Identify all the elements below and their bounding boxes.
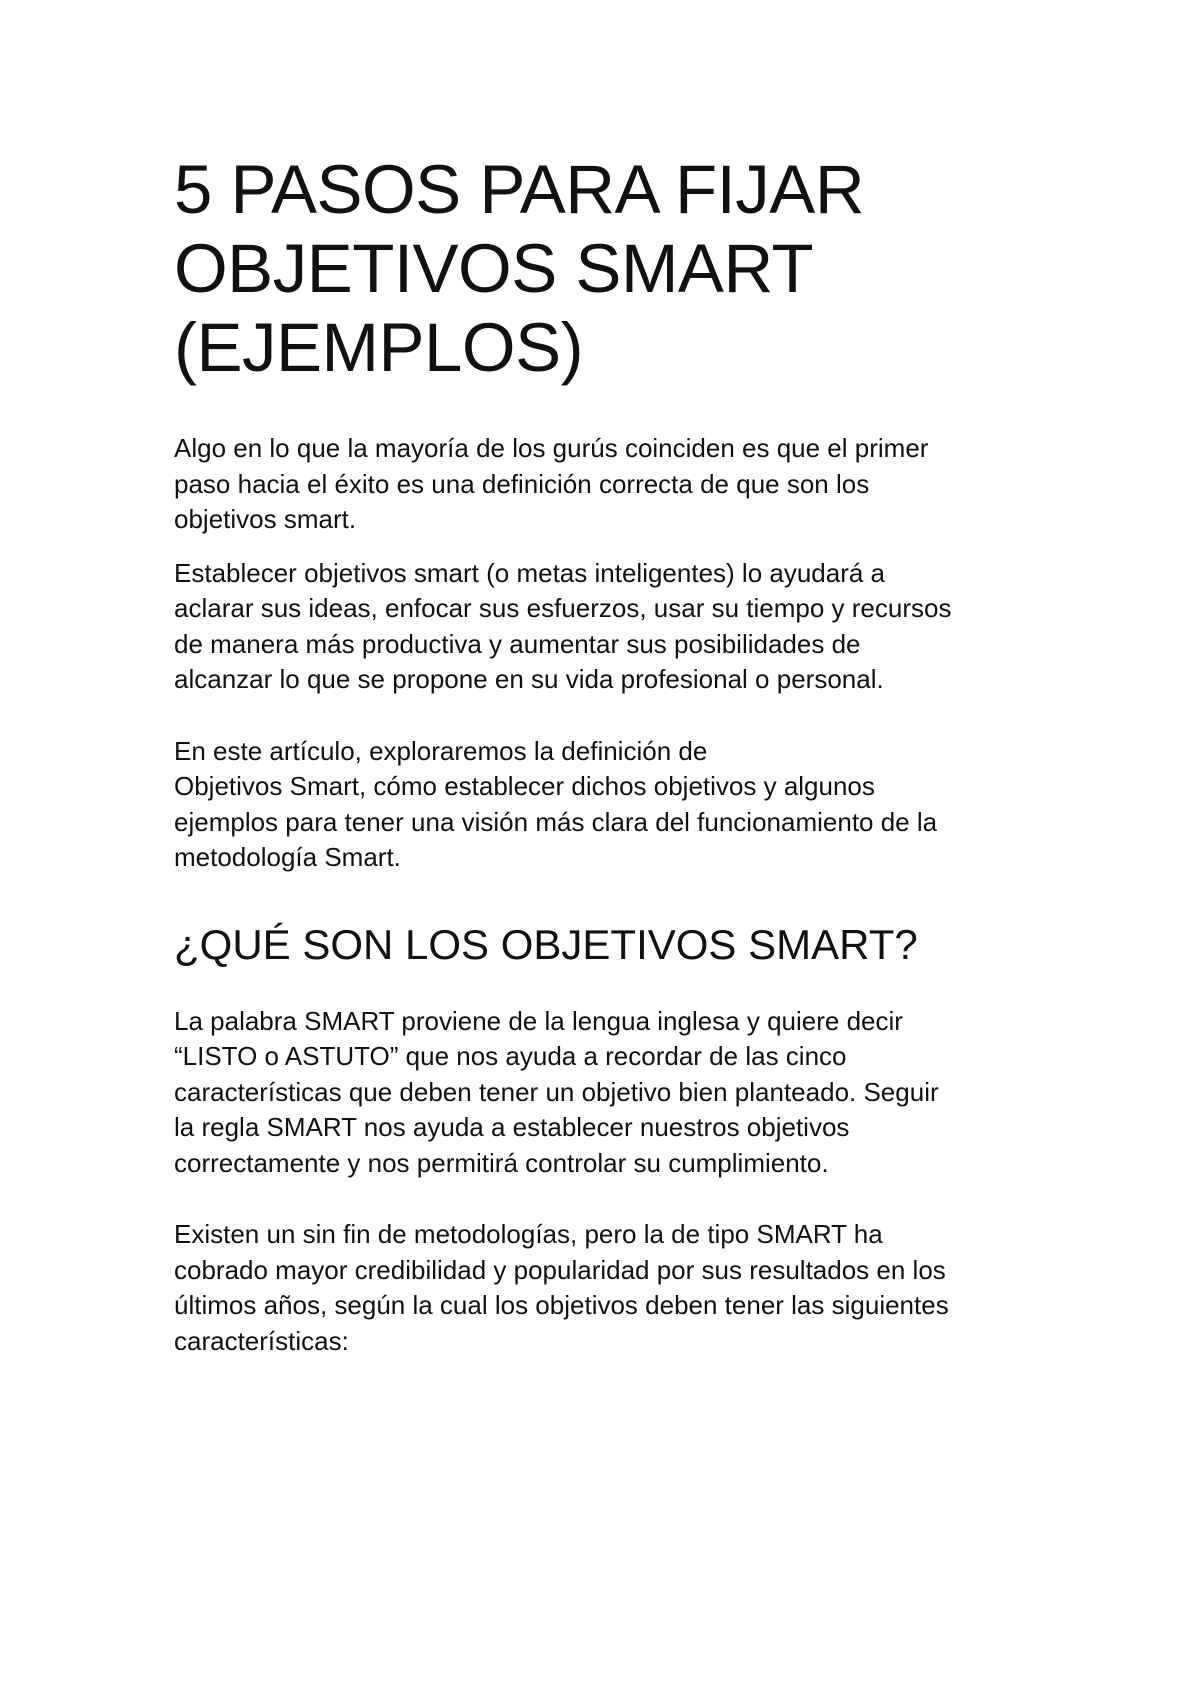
section-paragraph-2: Existen un sin fin de metodologías, pero la de tipo SMART ha cobrado mayor credibilidad y popularidad por sus resultados en los últimos años, según la cual los objetivos deben tener las siguientes características: <box>174 1219 949 1356</box>
intro-paragraph-2: Establecer objetivos smart (o metas inteligentes) lo ayudará a aclarar sus ideas, enfocar sus esfuerzos, usar su tiempo y recursos de manera más productiva y aumentar sus posibilidades de alcanzar lo que se propone en su vida profesional o personal. <box>174 557 952 694</box>
intro-paragraph-1: Algo en lo que la mayoría de los gurús coinciden es que el primer paso hacia el éxito es una definición correcta de que son los objetivos smart. <box>174 433 929 534</box>
section-paragraph-1: La palabra SMART proviene de la lengua inglesa y quiere decir “LISTO o ASTUTO” que nos ayuda a recordar de las cinco características que deben tener un objetivo bien planteado. Seguir la regla SMART nos ayuda a establecer nuestros objetivos correctamente y nos permitirá controlar su cumplimiento. <box>174 1005 939 1178</box>
intro-paragraph-3: En este artículo, exploraremos la definición de Objetivos Smart, cómo establecer dichos objetivos y algunos ejemplos para tener una visión más clara del funcionamiento de la metodología Smart. <box>174 735 938 872</box>
document-title: 5 PASOS PARA FIJAR OBJETIVOS SMART (EJEMPLOS) <box>174 151 865 386</box>
section-heading: ¿QUÉ SON LOS OBJETIVOS SMART? <box>174 920 918 968</box>
document-page <box>174 150 1054 1359</box>
